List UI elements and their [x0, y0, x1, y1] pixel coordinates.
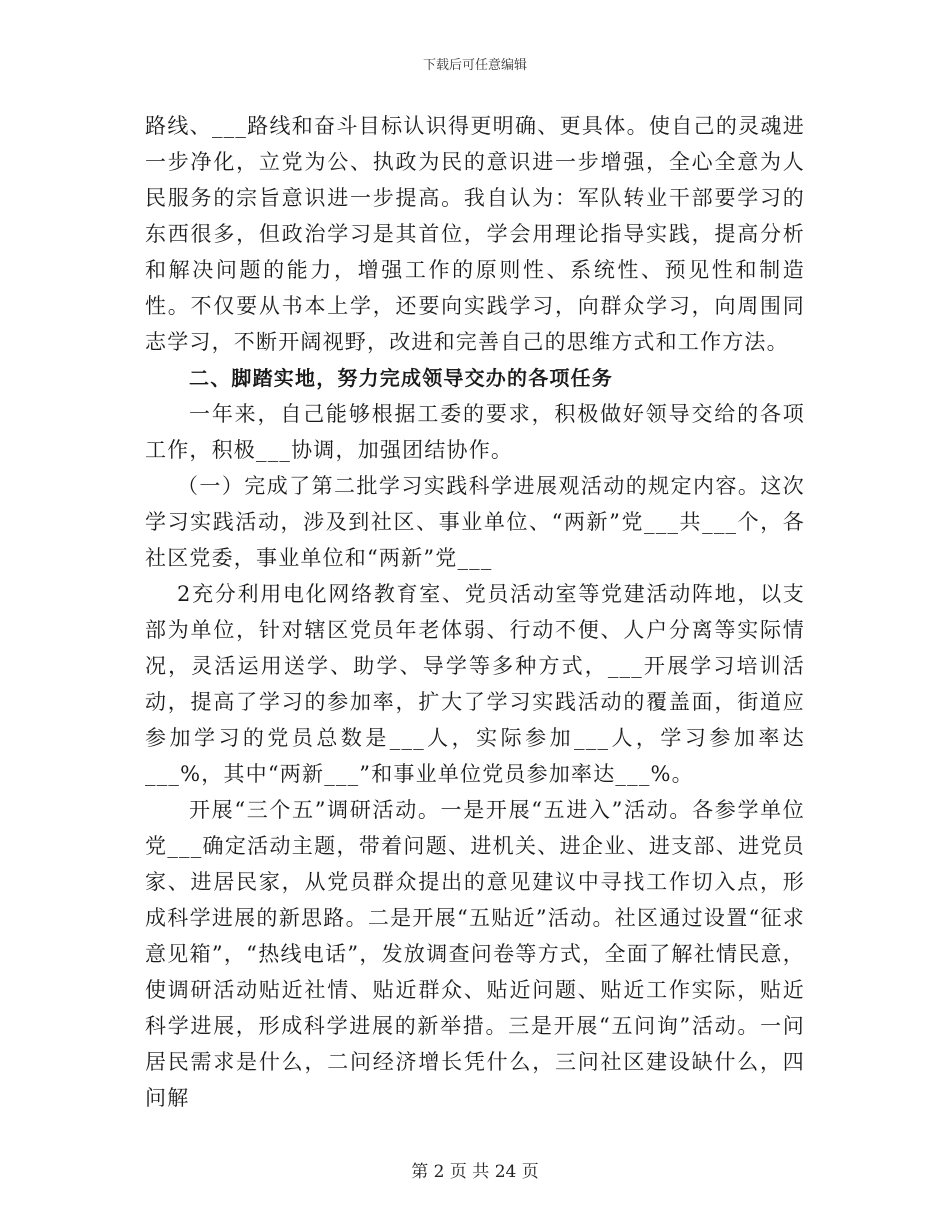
paragraph-theory-study: 路线、___路线和奋斗目标认识得更明确、更具体。使自己的灵魂进一步净化，立党为公、执政为民的意识进一步增强，全心全意为人民服务的宗旨意识进一步提高。我自认为：军队转业干部要学习的东西很多，但政治学习是其首位，学会用理论指导实践，提高分析和解决问题的能力，增强工作的原则性、系统性、预见性和制造性。不仅要从书本上学，还要向实践学习，向群众学习，向周围同志学习，不断开阔视野，改进和完善自己的思维方式和工作方法。: [145, 114, 805, 354]
page-number-footer: 第 2 页 共 24 页: [411, 1162, 539, 1182]
page-header: 下载后可任意编辑: [422, 58, 527, 73]
document-body: [145, 108, 805, 1116]
paragraph-year-summary: 一年来，自己能够根据工委的要求，积极做好领导交给的各项工作，积极___协调，加强团结协作。: [145, 402, 805, 462]
paragraph-training-participation: 2充分利用电化网络教育室、党员活动室等党建活动阵地，以支部为单位，针对辖区党员年老体弱、行动不便、人户分离等实际情况，灵活运用送学、助学、导学等多种方式，___开展学习培训活动，提高了学习的参加率，扩大了学习实践活动的覆盖面，街道应参加学习的党员总数是___人，实际参加___人，学习参加率达___%，其中“两新___”和事业单位党员参加率达___%。: [145, 582, 805, 786]
paragraph-research-activities: 开展“三个五”调研活动。一是开展“五进入”活动。各参学单位党___确定活动主题，带着问题、进机关、进企业、进支部、进党员家、进居民家，从党员群众提出的意见建议中寻找工作切入点，形成科学进展的新思路。二是开展“五贴近”活动。社区通过设置“征求意见箱”，“热线电话”，发放调查问卷等方式，全面了解社情民意，使调研活动贴近社情、贴近群众、贴近问题、贴近工作实际，贴近科学进展，形成科学进展的新举措。三是开展“五问询”活动。一问居民需求是什么，二问经济增长凭什么，三问社区建设缺什么，四问解: [145, 798, 805, 1110]
paragraph-practice-activity: （一）完成了第二批学习实践科学进展观活动的规定内容。这次学习实践活动，涉及到社区、事业单位、“两新”党___共___个，各社区党委，事业单位和“两新”党___: [145, 474, 805, 570]
section-heading-2: 二、脚踏实地，努力完成领导交办的各项任务: [189, 366, 613, 390]
